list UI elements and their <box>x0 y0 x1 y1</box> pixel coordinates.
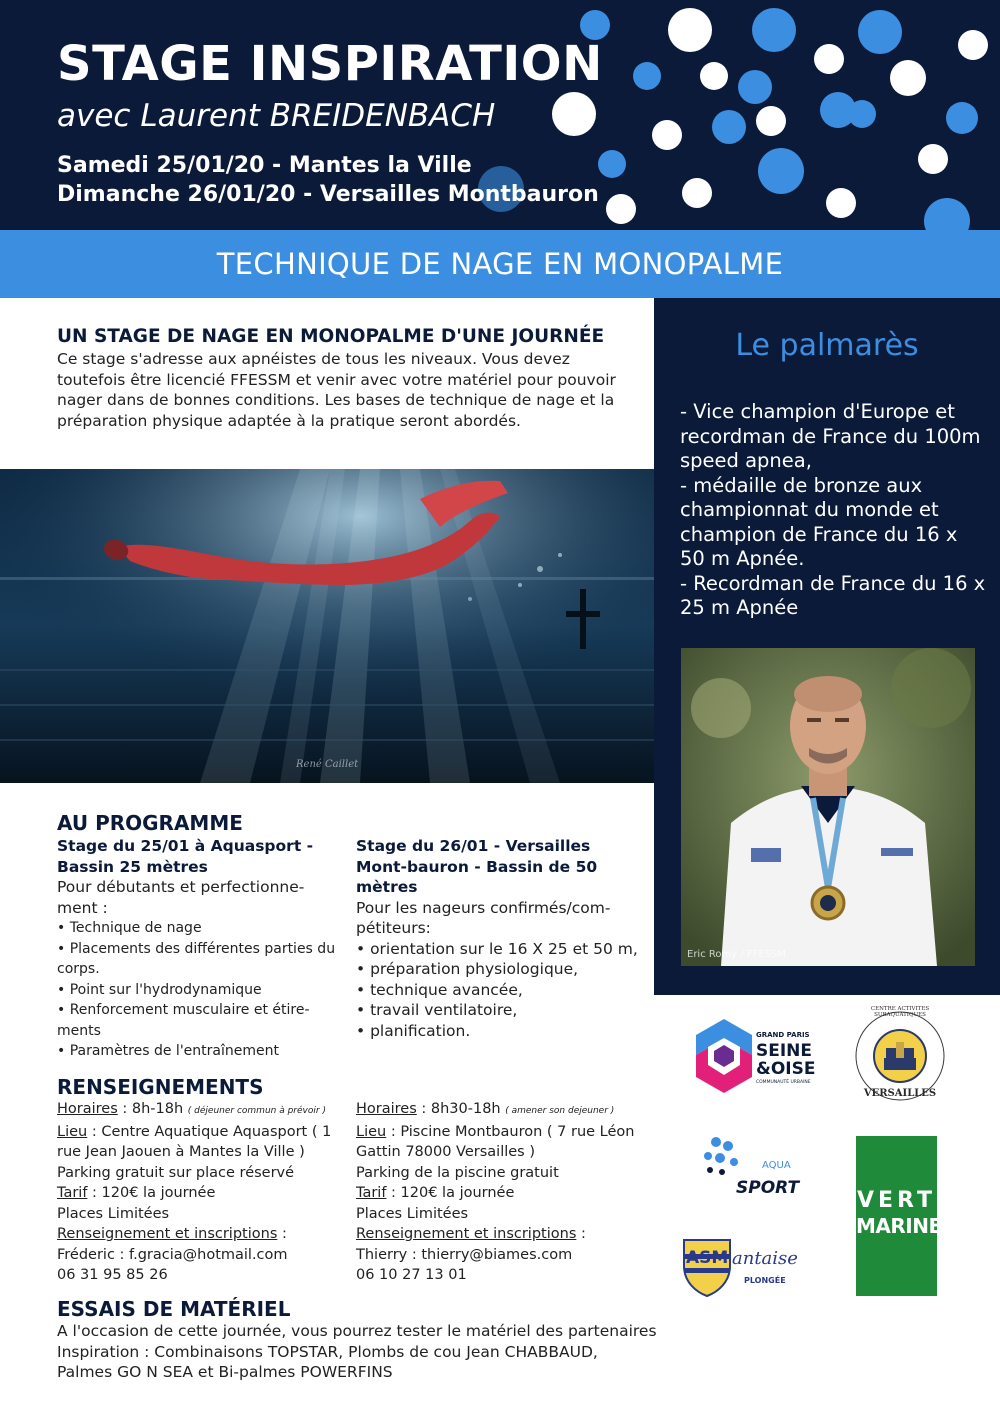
info-left-column <box>57 1099 347 1286</box>
contact-phone[interactable]: 06 10 27 13 01 <box>356 1267 467 1283</box>
decor-dot <box>858 10 902 54</box>
decor-dot <box>924 198 970 230</box>
decor-dot <box>890 60 926 96</box>
underwater-illustration <box>0 469 654 783</box>
programme-left-column <box>57 836 342 1062</box>
asm-name: antaise <box>732 1248 798 1269</box>
logo-seine-oise <box>694 1017 814 1097</box>
programme-right-column <box>356 836 646 1041</box>
aquasport-sport: SPORT <box>736 1178 800 1198</box>
decor-dot <box>958 30 988 60</box>
horaires-note: ( déjeuner commun à prévoir ) <box>187 1106 326 1116</box>
palmares-item: - médaille de bronze aux championnat du monde et champion de France du 16 x 50 m Apnée. <box>680 473 958 570</box>
logo-aquasport <box>700 1134 800 1204</box>
topic-band <box>0 230 1000 298</box>
stage-audience: Pour débutants et perfectionne-ment : <box>57 878 305 917</box>
lieu-value: : Centre Aquatique Aquasport ( 1 rue Jean Jaouen à Mantes la Ville ) <box>57 1123 332 1160</box>
programme-heading: AU PROGRAMME <box>57 811 243 835</box>
decor-dot <box>668 8 712 52</box>
date-line-1: Samedi 25/01/20 - Mantes la Ville <box>57 153 472 178</box>
list-item: • travail ventilatoire, <box>356 1001 518 1019</box>
decor-dot <box>682 178 712 208</box>
photo-credit: René Caillet <box>296 759 359 770</box>
tarif-value: : 120€ la journée <box>386 1185 515 1201</box>
info-right-column <box>356 1099 646 1286</box>
renseignements-heading: RENSEIGNEMENTS <box>57 1075 264 1099</box>
decor-dot <box>633 62 661 90</box>
contact-label-line <box>356 1224 646 1245</box>
horaires-label: Horaires <box>356 1101 417 1117</box>
places-line: Places Limitées <box>57 1205 170 1222</box>
places-line: Places Limitées <box>356 1205 469 1222</box>
essais-heading: ESSAIS DE MATÉRIEL <box>57 1297 291 1321</box>
stage-title: Stage du 25/01 à Aquasport - Bassin 25 mètres <box>57 837 314 876</box>
seine-oise-emblem <box>694 1017 754 1097</box>
decor-dot <box>826 188 856 218</box>
header-banner <box>0 0 1000 230</box>
contact-email[interactable]: Fréderic : f.gracia@hotmail.com <box>57 1246 288 1263</box>
palmares-item: - Recordman de France du 16 x 25 m Apnée <box>680 571 986 619</box>
portrait-illustration <box>681 648 975 966</box>
contact-suffix: : <box>576 1226 586 1242</box>
palmares-title: Le palmarès <box>735 328 919 363</box>
tarif-value: : 120€ la journée <box>87 1185 216 1201</box>
page-subtitle: avec Laurent BREIDENBACH <box>57 98 496 134</box>
decor-dot <box>758 148 804 194</box>
page-title: STAGE INSPIRATION <box>57 36 603 92</box>
intro-heading: UN STAGE DE NAGE EN MONOPALME D'UNE JOURNÉE <box>57 326 605 347</box>
seine-big1: SEINE <box>756 1041 813 1061</box>
versailles-city: VERSAILLES <box>863 1088 937 1099</box>
horaires-label: Horaires <box>57 1101 118 1117</box>
lieu-line <box>356 1122 646 1163</box>
list-item: • préparation physiologique, <box>356 960 579 978</box>
lieu-label: Lieu <box>356 1123 387 1140</box>
lieu-line <box>57 1122 347 1163</box>
athlete-portrait <box>681 648 975 966</box>
lieu-label: Lieu <box>57 1123 88 1140</box>
vertmarine-line2: MARINE <box>856 1214 942 1238</box>
contact-label: Renseignement et inscriptions <box>356 1226 577 1242</box>
list-item: • orientation sur le 16 X 25 et 50 m, <box>356 939 638 958</box>
palmares-panel <box>654 298 1000 995</box>
list-item: • Paramètres de l'entraînement <box>57 1043 279 1059</box>
tarif-line <box>356 1183 646 1204</box>
seine-tiny: COMMUNAUTÉ URBAINE <box>756 1080 811 1085</box>
versailles-ring: CENTRE ACTIVITES SUBAQUATIQUES <box>870 1006 930 1018</box>
list-item: • Renforcement musculaire et étire-ments <box>57 1002 310 1039</box>
topic-label: TECHNIQUE DE NAGE EN MONOPALME <box>216 247 784 281</box>
horaires-value: : 8h-18h <box>117 1101 188 1117</box>
contact-label: Renseignement et inscriptions <box>57 1226 278 1242</box>
seine-big2: &OISE <box>756 1059 816 1079</box>
stage-audience: Pour les nageurs confirmés/com-pétiteurs: <box>356 898 611 937</box>
decor-dot <box>712 110 746 144</box>
list-item: • planification. <box>356 1021 471 1040</box>
list-item: • Placements des différentes parties du corps. <box>57 940 336 977</box>
asm-asm: ASM <box>686 1248 729 1268</box>
decor-dot <box>606 194 636 224</box>
decor-dot <box>756 106 786 136</box>
contact-email[interactable]: Thierry : thierry@biames.com <box>356 1246 573 1263</box>
horaires-note: ( amener son dejeuner ) <box>505 1106 615 1116</box>
tarif-line <box>57 1183 347 1204</box>
intro-text: Ce stage s'adresse aux apnéistes de tous les niveaux. Vous devez toutefois être licencié FFESSM et venir avec votre matériel pour pouvoir nager dans de bonnes conditions. Les bases de technique de nage et la préparation physique adaptée à la pratique seront abordés. <box>57 350 616 430</box>
list-item: • Point sur l'hydrodynamique <box>57 981 262 998</box>
decor-dot <box>814 44 844 74</box>
stage-title: Stage du 26/01 - Versailles Mont-bauron - Bassin de 50 mètres <box>356 837 598 896</box>
decor-dot <box>918 144 948 174</box>
vertmarine-line1: VERT <box>856 1188 936 1213</box>
decor-dot <box>848 100 876 128</box>
decor-dot <box>552 92 596 136</box>
decor-dot <box>946 102 978 134</box>
tarif-label: Tarif <box>57 1185 88 1201</box>
palmares-list <box>680 400 986 621</box>
decor-dot <box>598 150 626 178</box>
parking-line: Parking gratuit sur place réservé <box>57 1164 295 1181</box>
contact-suffix: : <box>277 1226 287 1242</box>
contact-label-line <box>57 1224 347 1245</box>
date-line-2: Dimanche 26/01/20 - Versailles Montbauron <box>57 182 599 207</box>
photo-credit: Eric Romy / FFESSM <box>687 949 787 960</box>
lieu-value: : Piscine Montbauron ( 7 rue Léon Gattin 78000 Versailles ) <box>356 1123 635 1160</box>
palmares-item: - Vice champion d'Europe et recordman de France du 100m speed apnea, <box>680 400 981 472</box>
logo-versailles-cas <box>852 1008 948 1104</box>
decor-dot <box>700 62 728 90</box>
aquasport-aqua: AQUA <box>762 1160 791 1171</box>
tarif-label: Tarif <box>356 1185 387 1201</box>
logo-asm-mantaise <box>682 1236 822 1302</box>
parking-line: Parking de la piscine gratuit <box>356 1164 559 1181</box>
logo-vert-marine <box>856 1136 942 1296</box>
decor-dot <box>652 120 682 150</box>
horaires-value: : 8h30-18h <box>416 1101 506 1117</box>
underwater-photo <box>0 469 654 783</box>
horaires-line <box>57 1099 347 1122</box>
asm-sub: PLONGÉE <box>744 1276 786 1285</box>
horaires-line <box>356 1099 646 1122</box>
list-item: • Technique de nage <box>57 920 202 936</box>
list-item: • technique avancée, <box>356 980 523 999</box>
decor-dot <box>738 70 772 104</box>
decor-dot <box>752 8 796 52</box>
seine-small: GRAND PARIS <box>756 1031 810 1039</box>
contact-phone[interactable]: 06 31 95 85 26 <box>57 1267 168 1283</box>
essais-text: A l'occasion de cette journée, vous pourrez tester le matériel des partenaires Inspiration : Combinaisons TOPSTAR, Plombs de cou Jean CHABBAUD, Palmes GO N SEA et Bi-palmes POWERFINS <box>57 1322 657 1381</box>
